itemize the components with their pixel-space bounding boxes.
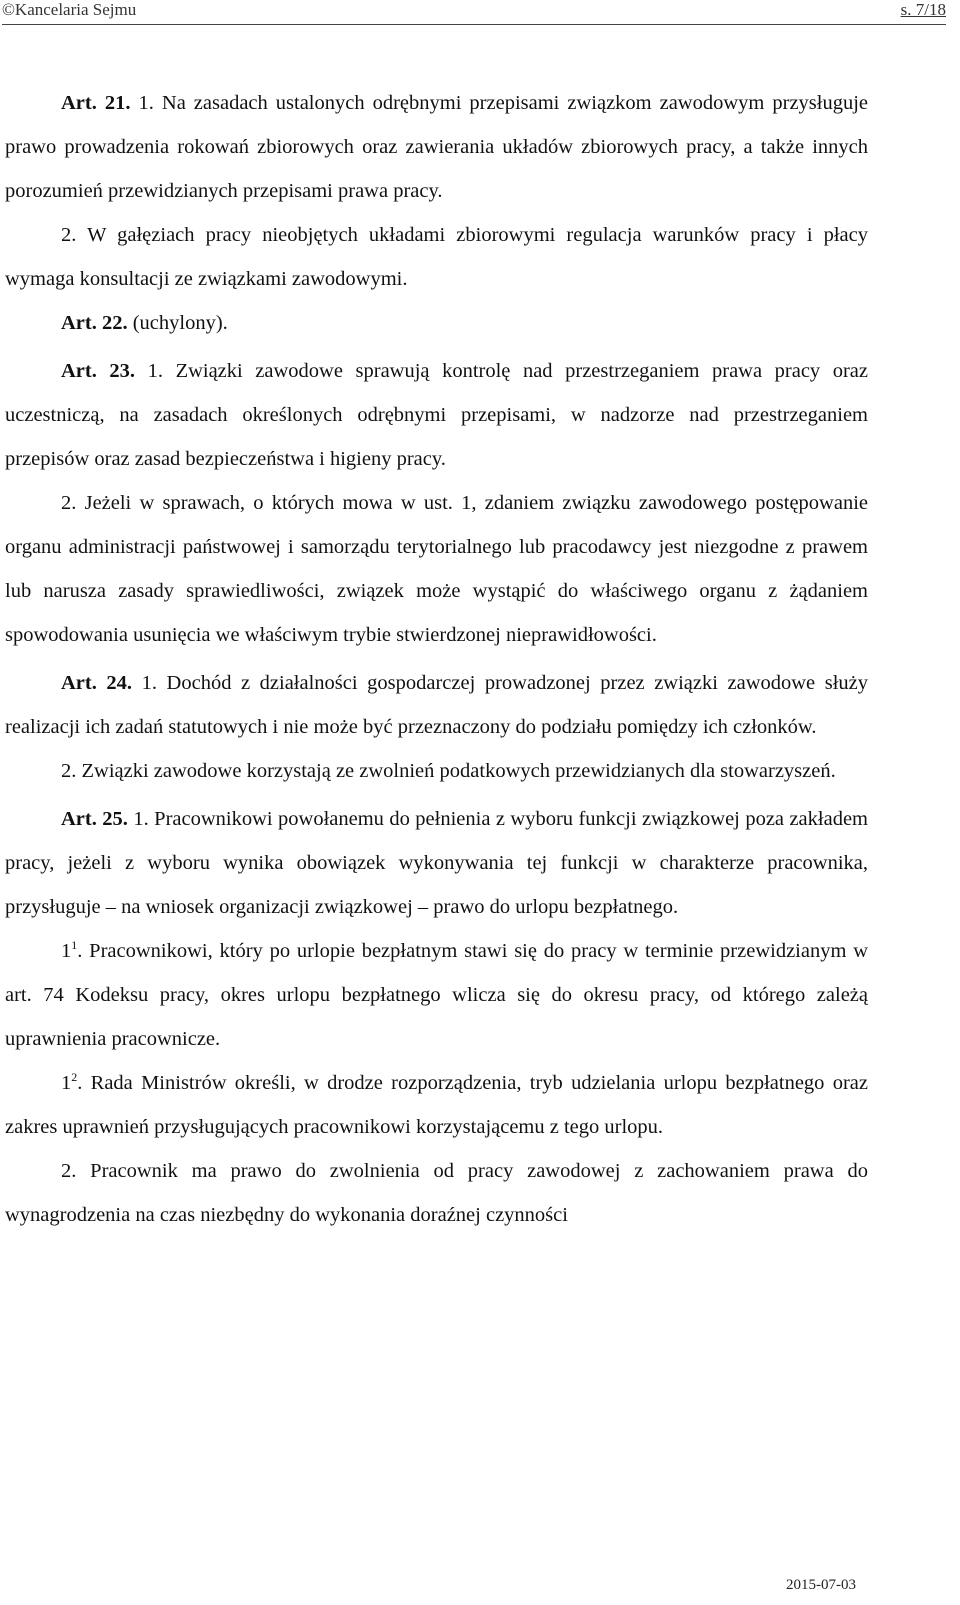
article-label: Art. 23. — [61, 360, 136, 382]
para-text: (uchylony). — [127, 312, 228, 334]
article-label: Art. 24. — [61, 672, 133, 694]
para-text: Pracownikowi, który po urlopie bezpłatnym stawi się do pracy w terminie przewidzianym w art. 74 Kodeksu pracy, okres urlopu bezpłatnego wlicza się do okresu pracy, od którego zależą uprawnienia pracownicze. — [5, 940, 868, 1050]
para-text: W gałęziach pracy nieobjętych układami zbiorowymi regulacja warunków pracy i płacy wymaga konsultacji ze związkami zawodowymi. — [5, 224, 868, 290]
para-number: 2. — [61, 760, 77, 782]
para-number-tail: . — [77, 1072, 83, 1094]
para-number: 1. — [147, 360, 163, 382]
para-number-tail: . — [77, 940, 83, 962]
para-number: 1 — [61, 940, 72, 962]
para-number: 1 — [61, 1072, 72, 1094]
art-24-para-2 — [5, 749, 868, 793]
art-22-para — [5, 301, 868, 345]
para-text: Rada Ministrów określi, w drodze rozporządzenia, tryb udzielania urlopu bezpłatnego oraz zakres uprawnień przysługujących pracownikowi korzystającemu z tego urlopu. — [5, 1072, 868, 1138]
document-date: 2015-07-03 — [786, 1577, 856, 1593]
para-number: 1. — [133, 808, 149, 830]
page-header — [0, 0, 960, 26]
para-text: Pracownikowi powołanemu do pełnienia z wyboru funkcji związkowej poza zakładem pracy, jeżeli z wyboru wynika obowiązek wykonywania tej funkcji w charakterze pracownika, przysługuje – na wniosek organizacji związkowej – prawo do urlopu bezpłatnego. — [5, 808, 868, 918]
para-number: 2. — [61, 1160, 77, 1182]
art-21-para-2 — [5, 213, 868, 301]
article-label: Art. 25. — [61, 808, 128, 830]
para-superscript: 1 — [71, 938, 78, 952]
para-text: Pracownik ma prawo do zwolnienia od pracy zawodowej z zachowaniem prawa do wynagrodzenia na czas niezbędny do wykonania doraźnej czynności — [5, 1160, 868, 1226]
para-text: Związki zawodowe korzystają ze zwolnień podatkowych przewidzianych dla stowarzyszeń. — [76, 760, 836, 782]
art-23-para-2 — [5, 481, 868, 657]
para-number: 2. — [61, 224, 77, 246]
para-superscript: 2 — [71, 1070, 78, 1084]
para-text: Na zasadach ustalonych odrębnymi przepisami związkom zawodowym przysługuje prawo prowadzenia rokowań zbiorowych oraz zawierania układów zbiorowych pracy, a także innych porozumień przewidzianych przepisami prawa pracy. — [5, 92, 869, 202]
para-text: Jeżeli w sprawach, o których mowa w ust. 1, zdaniem związku zawodowego postępowanie organu administracji państwowej i samorządu terytorialnego lub pracodawcy jest niezgodne z prawem lub narusza zasady sprawiedliwości, związek może wystąpić do właściwego organu z żądaniem spowodowania usunięcia we właściwym trybie stwierdzonej nieprawidłowości. — [5, 492, 868, 646]
art-25-para-1-1 — [5, 929, 868, 1061]
art-25-para-2 — [5, 1149, 868, 1237]
article-label: Art. 21. — [61, 92, 131, 114]
art-23-para-1 — [5, 349, 868, 481]
art-21-para-1 — [5, 81, 868, 213]
para-text: Związki zawodowe sprawują kontrolę nad przestrzeganiem prawa pracy oraz uczestniczą, na zasadach określonych odrębnymi przepisami, w nadzorze nad przestrzeganiem przepisów oraz zasad bezpieczeństwa i higieny pracy. — [5, 360, 869, 470]
header-divider — [2, 24, 946, 25]
page-number: s. 7/18 — [900, 0, 946, 19]
art-25-para-1-2 — [5, 1061, 868, 1149]
para-number: 1. — [138, 92, 154, 114]
art-24-para-1 — [5, 661, 868, 749]
document-body — [5, 81, 868, 1237]
article-label: Art. 22. — [61, 312, 128, 334]
para-number: 1. — [141, 672, 157, 694]
art-25-para-1 — [5, 797, 868, 929]
para-number: 2. — [61, 492, 77, 514]
para-text: Dochód z działalności gospodarczej prowadzonej przez związki zawodowe służy realizacji ich zadań statutowych i nie może być przeznaczony do podziału pomiędzy ich członków. — [5, 672, 868, 738]
publisher-label: ©Kancelaria Sejmu — [2, 0, 137, 19]
